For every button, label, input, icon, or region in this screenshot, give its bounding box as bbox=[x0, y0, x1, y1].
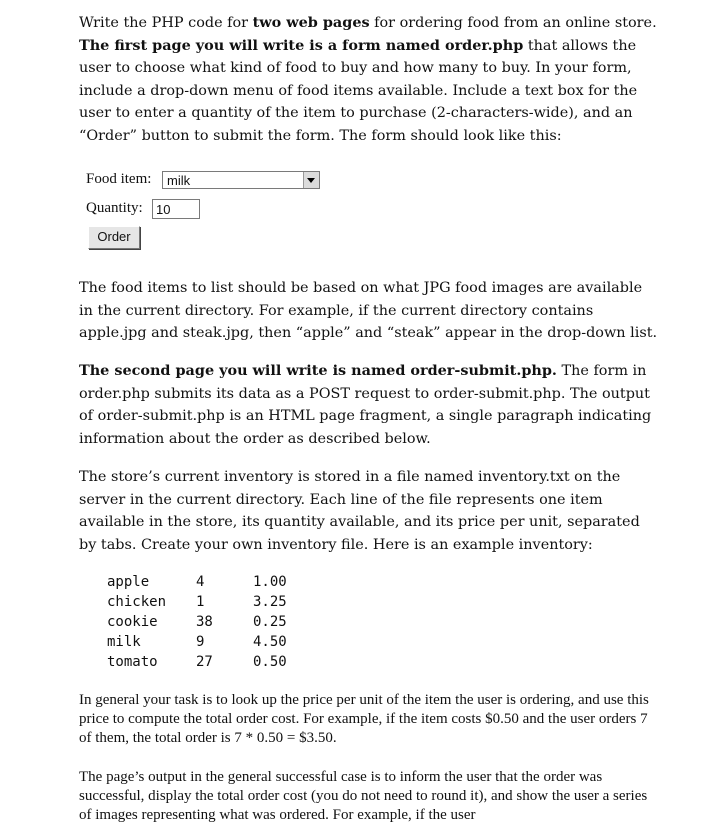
inventory-item-qty: 27 bbox=[196, 654, 213, 670]
inventory-item-name: tomato bbox=[107, 654, 158, 670]
second-page-paragraph bbox=[79, 360, 659, 450]
quantity-label: Quantity: bbox=[86, 200, 143, 216]
order-button[interactable]: Order bbox=[88, 226, 140, 249]
inventory-item-name: chicken bbox=[107, 594, 167, 610]
intro-text-2: for ordering food from an online store. bbox=[369, 15, 657, 31]
intro-text-3: that allows the user to choose what kind of food to buy and how many to buy. In your form, include a drop-down menu of food items available. Include a text box for the user to enter a quantity of the item to purchase (2-characters-wide), and an “Order” button to submit the form. The form should look like this: bbox=[79, 37, 638, 144]
dropdown-arrow-icon[interactable] bbox=[303, 172, 319, 188]
intro-bold-2: The first page you will write is a form named order.php bbox=[79, 36, 524, 54]
inventory-item-name: apple bbox=[107, 574, 150, 590]
second-page-bold: The second page you will write is named order-submit.php. bbox=[79, 362, 557, 379]
intro-text-1: Write the PHP code for bbox=[79, 15, 253, 31]
inventory-paragraph: The store’s current inventory is stored in a file named inventory.txt on the server in the current directory. Each line of the file represents one item available in the store, its quantity available, and its price per unit, separated by tabs. Create your own inventory file. Here is an example inventory: bbox=[79, 469, 640, 553]
inventory-item-qty: 4 bbox=[196, 574, 205, 590]
order-form-figure bbox=[86, 170, 286, 254]
food-item-label: Food item: bbox=[86, 171, 152, 187]
food-items-paragraph: The food items to list should be based on what JPG food images are available in the current directory. For example, if the current directory contains apple.jpg and steak.jpg, then “apple” and “steak” appear in the drop-down list. bbox=[79, 280, 658, 342]
intro-paragraph bbox=[79, 12, 659, 148]
inventory-item-price: 0.50 bbox=[253, 654, 287, 670]
food-item-select[interactable] bbox=[162, 171, 320, 189]
inventory-item-name: cookie bbox=[107, 614, 158, 630]
inventory-item-price: 1.00 bbox=[253, 574, 287, 590]
pricing-paragraph: In general your task is to look up the price per unit of the item the user is ordering, and use this price to compute the total order cost. For example, if the item costs $0.50 and the user orders 7 of them, the total order is 7 * 0.50 = $3.50. bbox=[79, 692, 649, 746]
inventory-item-name: milk bbox=[107, 634, 141, 650]
inventory-item-price: 4.50 bbox=[253, 634, 287, 650]
inventory-item-qty: 9 bbox=[196, 634, 205, 650]
inventory-item-qty: 38 bbox=[196, 614, 213, 630]
inventory-item-qty: 1 bbox=[196, 594, 205, 610]
food-item-selected-value: milk bbox=[167, 173, 191, 188]
inventory-item-price: 3.25 bbox=[253, 594, 287, 610]
output-paragraph: The page’s output in the general successful case is to inform the user that the order was successful, display the total order cost (you do not need to round it), and show the user a series of images representing what was ordered. For example, if the user bbox=[79, 769, 648, 823]
intro-bold-1: two web pages bbox=[252, 14, 370, 31]
inventory-item-price: 0.25 bbox=[253, 614, 287, 630]
second-page-text: The form in order.php submits its data as a POST request to order-submit.php. The output of order-submit.php is an HTML page fragment, a single paragraph indicating information about the order as described below. bbox=[79, 363, 652, 447]
quantity-input[interactable]: 10 bbox=[152, 199, 200, 219]
